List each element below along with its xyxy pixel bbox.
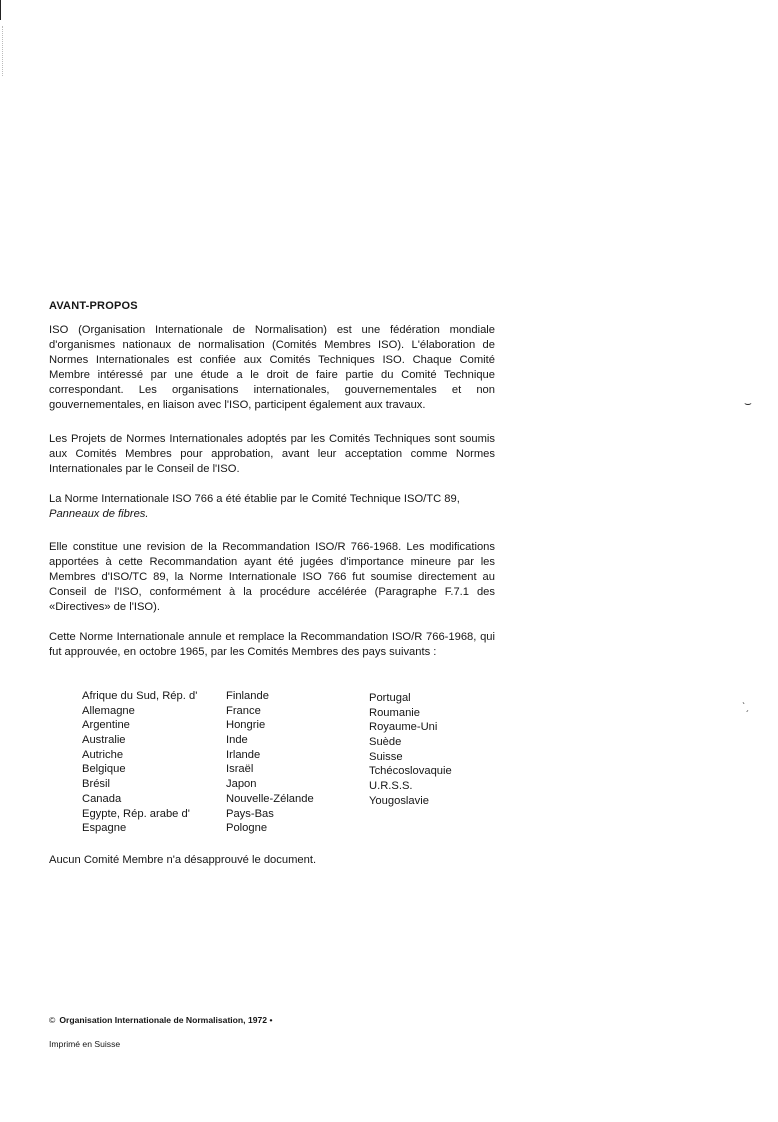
country-item: Suède: [369, 736, 402, 749]
country-item: Argentine: [82, 719, 130, 732]
country-item: Espagne: [82, 822, 127, 835]
country-item: Autriche: [82, 748, 124, 761]
country-item: Irlande: [226, 748, 261, 761]
country-item: U.R.S.S.: [369, 780, 413, 793]
paragraph-annule: Cette Norme Internationale annule et remplace la Recommandation ISO/R 766-1968, qui fut approuvée, en octobre 1965, par les Comités Membres des pays suivants :: [49, 631, 495, 658]
printed-in: Imprimé en Suisse: [49, 1039, 121, 1049]
country-item: Israël: [226, 763, 254, 776]
country-item: France: [226, 704, 261, 717]
country-item: Egypte, Rép. arabe d': [82, 807, 190, 820]
country-item: Portugal: [369, 692, 411, 704]
paragraph-norme: [49, 492, 495, 522]
country-item: Belgique: [82, 763, 126, 776]
country-item: Japon: [226, 778, 257, 791]
country-item: Suisse: [369, 750, 403, 763]
country-item: Finlande: [226, 690, 269, 702]
country-item: Tchécoslovaquie: [369, 765, 452, 778]
scan-edge-dots: [2, 26, 4, 76]
paragraph-norme-title: Panneaux de fibres.: [49, 508, 149, 520]
country-item: Canada: [82, 792, 122, 805]
country-item: Hongrie: [226, 719, 266, 732]
country-item: Pologne: [226, 822, 268, 835]
copyright-line: [49, 1015, 272, 1025]
margin-mark: ˋˏ: [742, 702, 749, 713]
country-item: Pays-Bas: [226, 807, 274, 820]
page-title: AVANT-PROPOS: [49, 300, 138, 312]
country-item: Afrique du Sud, Rép. d': [82, 690, 198, 702]
country-item: Nouvelle-Zélande: [226, 792, 314, 805]
country-item: Royaume-Uni: [369, 721, 438, 734]
country-item: Brésil: [82, 778, 110, 791]
country-column-1: [82, 689, 232, 836]
copyright-symbol: ©: [49, 1015, 56, 1025]
paragraph-iso: ISO (Organisation Internationale de Normalisation) est une fédération mondiale d'organismes nationaux de normalisation (Comités Membres ISO). L'élaboration de Normes Internationales est confiée aux Comités Techniques ISO. Chaque Comité Membre intéressé par une étude a le droit de faire partie du Comité Technique correspondant. Les organisations internationales, gouvernementales et non gouvernementales, en liaison avec l'ISO, participent également aux travaux.: [49, 324, 495, 411]
margin-mark: ⌣: [744, 396, 752, 410]
paragraph-revision: Elle constitue une revision de la Recommandation ISO/R 766-1968. Les modifications apportées à cette Recommandation ayant été jugées d'importance mineure par les Membres d'ISO/TC 89, la Norme Internationale ISO 766 fut soumise directement au Conseil de l'ISO, conformément à la procédure accélérée (Paragraphe F.7.1 des «Directives» de l'ISO).: [49, 541, 495, 613]
paragraph-norme-text: La Norme Internationale ISO 766 a été établie par le Comité Technique ISO/TC 89,: [49, 493, 460, 505]
paragraph-closing: Aucun Comité Membre n'a désapprouvé le document.: [49, 854, 317, 866]
country-column-3: [369, 691, 519, 809]
paragraph-projets: Les Projets de Normes Internationales adoptés par les Comités Techniques sont soumis aux Comités Membres pour approbation, avant leur acceptation comme Normes Internationales par le Conseil de l'ISO.: [49, 433, 495, 475]
country-column-2: [226, 689, 376, 836]
scan-edge-mark: [0, 0, 1, 20]
copyright-text: Organisation Internationale de Normalisation, 1972 •: [59, 1015, 273, 1025]
country-item: Australie: [82, 734, 126, 747]
country-item: Allemagne: [82, 704, 135, 717]
country-item: Yougoslavie: [369, 794, 429, 807]
country-item: Roumanie: [369, 706, 420, 719]
country-item: Inde: [226, 734, 248, 747]
